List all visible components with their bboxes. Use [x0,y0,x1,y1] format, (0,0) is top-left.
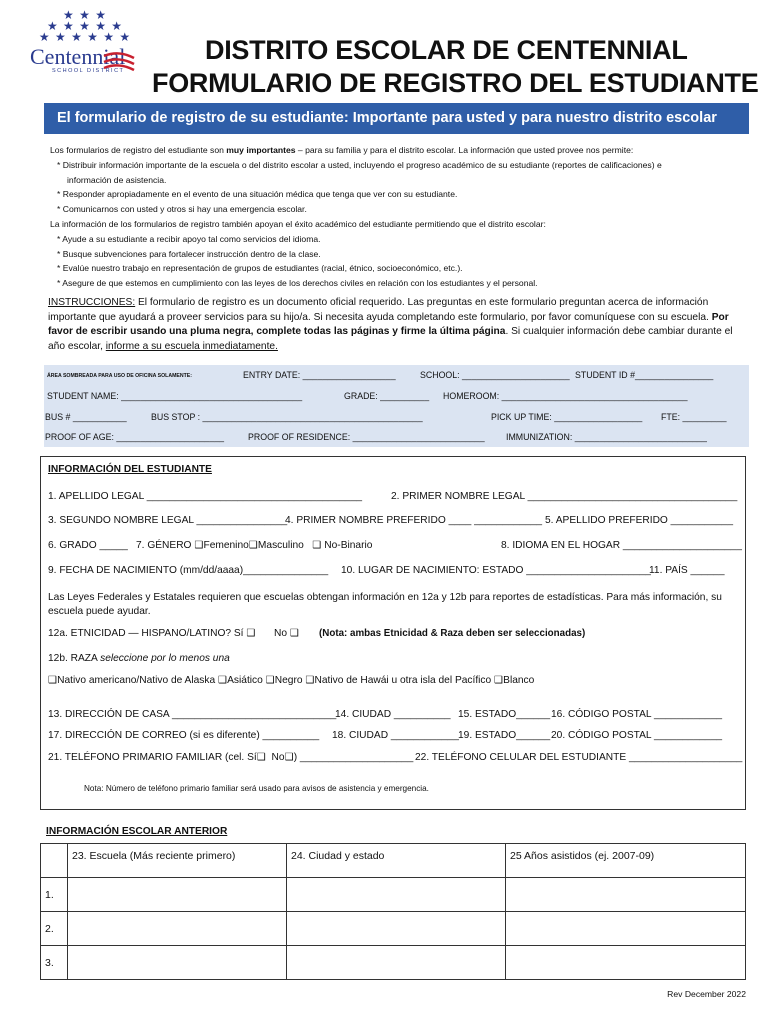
ethnicity-note: (Nota: ambas Etnicidad & Raza deben ser seleccionadas) [319,628,586,639]
home-address-field[interactable]: 13. DIRECCIÓN DE CASA _____________________________ [48,709,337,720]
table-cell [41,844,68,878]
country-field[interactable]: 11. PAÍS ______ [649,565,725,576]
checkbox-icon[interactable]: ❑ [194,540,204,551]
checkbox-icon[interactable]: ❑ [248,540,258,551]
ethnicity-no [274,628,299,639]
instructions [48,296,748,354]
ethnicity-label: 12a. ETNICIDAD — HISPANO/LATINO? Sí [48,628,244,639]
row-number: 1. [41,878,68,912]
table-cell[interactable] [287,878,506,912]
gender-field [136,540,372,551]
laws-note: Las Leyes Federales y Estatales requieren que escuelas obtengan información en 12a y 12b para reportes de estadísticas. Para más información, su escuela puede ayudar. [48,592,722,617]
proof-age-field[interactable]: PROOF OF AGE: ______________________ [45,432,224,442]
row-number: 2. [41,912,68,946]
table-row [41,946,746,980]
bus-stop-field[interactable]: BUS STOP : _____________________________________________ [151,412,423,422]
text-bold: Por favor de escribir usando una pluma negra, complete todas las páginas y firme la última página [48,311,729,338]
text: – para su familia y para el distrito escolar. La información que usted provee nos permite: [295,145,634,155]
text: El formulario de registro es un documento oficial requerido. Las preguntas en este formulario preguntan acerca de información importante que ayudará a proveer servicios para su hijo/a. Si necesita ayuda completando este formulario, por favor comuníquese con su escuela. [48,297,712,323]
checkbox-icon[interactable]: ❑ [289,628,300,639]
previous-school-table [40,843,746,980]
school-field[interactable]: SCHOOL: ______________________ [420,370,570,380]
office-note: ÁREA SOMBREADA PARA USO DE OFICINA SOLAMENTE: [47,373,192,379]
bullet: * Evalúe nuestro trabajo en representación de grupos de estudiantes (racial, étnico, socioeconómico, etc.). [57,263,463,274]
phone-note: Nota: Número de teléfono primario familiar será usado para avisos de asistencia y emergencia. [84,784,429,793]
bullet: * Ayude a su estudiante a recibir apoyo tal como servicios del idioma. [57,233,321,244]
intro-paragraph [50,143,750,158]
grade-field[interactable]: GRADE: __________ [344,391,430,401]
student-name-field[interactable]: STUDENT NAME: _____________________________________ [47,391,303,401]
star-icon-row: ★ ★ ★ ★ ★ [46,19,124,33]
homeroom-field[interactable]: HOMEROOM: ______________________________________ [443,391,688,401]
family-phone-field [48,752,413,763]
checkbox-icon[interactable]: ❑ [246,628,256,639]
star-icon-row: ★ ★ ★ ★ ★ ★ [38,30,132,44]
middle-name-field[interactable]: 3. SEGUNDO NOMBRE LEGAL ________________ [48,515,288,526]
table-header: 25 Años asistidos (ej. 2007-09) [506,844,746,878]
table-cell[interactable] [506,946,746,980]
table-header: 23. Escuela (Más reciente primero) [68,844,287,878]
table-cell[interactable] [287,912,506,946]
bullet: * Comunicarnos con usted y otros si hay una emergencia escolar. [57,204,307,215]
instructions-label: INSTRUCCIONES: [48,297,136,308]
race-option: Negro [274,675,303,686]
first-name-field[interactable]: 2. PRIMER NOMBRE LEGAL _____________________________________ [391,491,738,502]
bullet-cont: información de asistencia. [67,174,167,185]
table-cell[interactable] [68,946,287,980]
gender-option: Femenino [203,540,249,551]
phone-line[interactable]: ) ____________________ [293,752,414,763]
table-cell[interactable] [506,878,746,912]
table-header: 24. Ciudad y estado [287,844,506,878]
phone-label: 21. TELÉFONO PRIMARIO FAMILIAR (cel. Sí [48,752,257,763]
table-cell[interactable] [68,912,287,946]
intro-paragraph: La información de los formularios de registro también apoyan el éxito académico del estudiante permitiendo que el distrito escolar: [50,218,546,229]
grade-field[interactable]: 6. GRADO _____ [48,540,128,551]
ethnicity-field [48,628,255,639]
gender-option: No-Binario [324,540,373,551]
checkbox-icon[interactable]: ❑ [48,675,58,686]
star-icon-row: ★ ★ ★ [63,8,107,22]
race-option: Nativo americano/Nativo de Alaska [57,675,216,686]
mailing-address-field[interactable]: 17. DIRECCIÓN DE CORREO (si es diferente) __________ [48,730,320,741]
table-cell[interactable] [287,946,506,980]
section-title: INFORMACIÓN DEL ESTUDIANTE [48,464,212,475]
no-label: No [274,628,288,639]
preferred-last-field[interactable]: 5. APELLIDO PREFERIDO ___________ [545,515,734,526]
birth-date-field[interactable]: 9. FECHA DE NACIMIENTO (mm/dd/aaaa)_______________ [48,565,329,576]
table-header-row [41,844,746,878]
bullet: * Busque subvenciones para fortalecer instrucción dentro de la clase. [57,248,321,259]
birth-state-field[interactable]: 10. LUGAR DE NACIMIENTO: ESTADO ______________________ [341,565,651,576]
state-field[interactable]: 15. ESTADO______ [458,709,551,720]
student-info-section [40,456,746,810]
revision-date: Rev December 2022 [667,989,746,999]
mailing-zip-field[interactable]: 20. CÓDIGO POSTAL ____________ [551,730,723,741]
proof-residence-field[interactable]: PROOF OF RESIDENCE: ___________________________ [248,432,485,442]
section-title: INFORMACIÓN ESCOLAR ANTERIOR [46,826,228,837]
race-label [48,653,230,664]
pickup-time-field[interactable]: PICK UP TIME: __________________ [491,412,643,422]
race-options [48,675,534,686]
district-logo [30,10,140,80]
no-label: No [271,752,285,763]
table-cell[interactable] [506,912,746,946]
bus-field[interactable]: BUS # ___________ [45,412,127,422]
gender-label: 7. GÉNERO [136,540,192,551]
zip-field[interactable]: 16. CÓDIGO POSTAL ____________ [551,709,723,720]
race-option: Blanco [503,675,535,686]
home-language-field[interactable]: 8. IDIOMA EN EL HOGAR _____________________ [501,540,742,551]
immunization-field[interactable]: IMMUNIZATION: ___________________________ [506,432,707,442]
mailing-city-field[interactable]: 18. CIUDAD ____________ [332,730,459,741]
checkbox-icon[interactable]: ❑ [265,675,275,686]
page-subtitle: FORMULARIO DE REGISTRO DEL ESTUDIANTE [152,68,759,98]
last-name-field[interactable]: 1. APELLIDO LEGAL ______________________________________ [48,491,363,502]
table-row [41,912,746,946]
page-title: DISTRITO ESCOLAR DE CENTENNIAL [205,35,688,65]
table-cell[interactable] [68,878,287,912]
text-bold: muy importantes [226,145,296,155]
student-cell-field[interactable]: 22. TELÉFONO CELULAR DEL ESTUDIANTE ____________________ [415,752,743,763]
intro-section [50,143,750,291]
checkbox-icon[interactable]: ❑ [312,540,322,551]
gender-option: Masculino [257,540,304,551]
logo-stars [30,10,140,43]
entry-date-field[interactable]: ENTRY DATE: ___________________ [243,370,396,380]
mailing-state-field[interactable]: 19. ESTADO______ [458,730,551,741]
table-row [41,878,746,912]
bullet: * Asegure de que estemos en cumplimiento con las leyes de los derechos civiles en relación con los estudiantes y el personal. [57,278,538,289]
text: Los formularios de registro del estudiante son [50,145,227,155]
race-option: Nativo de Hawái u otra isla del Pacífico [314,675,492,686]
preferred-first-field[interactable]: 4. PRIMER NOMBRE PREFERIDO ____ ____________ [285,515,543,526]
text-underline: informe a su escuela inmediatamente. [105,340,278,352]
checkbox-icon[interactable]: ❑ [494,675,504,686]
checkbox-icon[interactable]: ❑ [284,752,294,763]
race-option: Asiático [227,675,263,686]
checkbox-icon[interactable]: ❑ [217,675,228,686]
checkbox-icon[interactable]: ❑ [305,675,315,686]
text-italic: seleccione por lo menos una [100,653,230,664]
text: 12b. RAZA [48,653,98,664]
checkbox-icon[interactable]: ❑ [256,752,266,763]
text: . Si cualquier información debe cambiar durante el año escolar, [48,326,733,352]
bullet: * Responder apropiadamente en el evento de una situación médica que tenga que ver con su estudiante. [57,189,458,200]
student-id-field[interactable]: STUDENT ID #________________ [575,370,714,380]
banner: El formulario de registro de su estudiante: Importante para usted y para nuestro distrito escolar [44,103,749,134]
row-number: 3. [41,946,68,980]
logo-subtitle: SCHOOL DISTRICT [52,68,125,74]
fte-field[interactable]: FTE: _________ [661,412,727,422]
office-use-area [44,365,749,447]
city-field[interactable]: 14. CIUDAD __________ [335,709,451,720]
logo-wordmark: Centennial [30,44,126,69]
bullet: * Distribuir información importante de la escuela o del distrito escolar a usted, incluyendo el progreso académico de su estudiante (reportes de calificaciones) e [57,159,662,170]
